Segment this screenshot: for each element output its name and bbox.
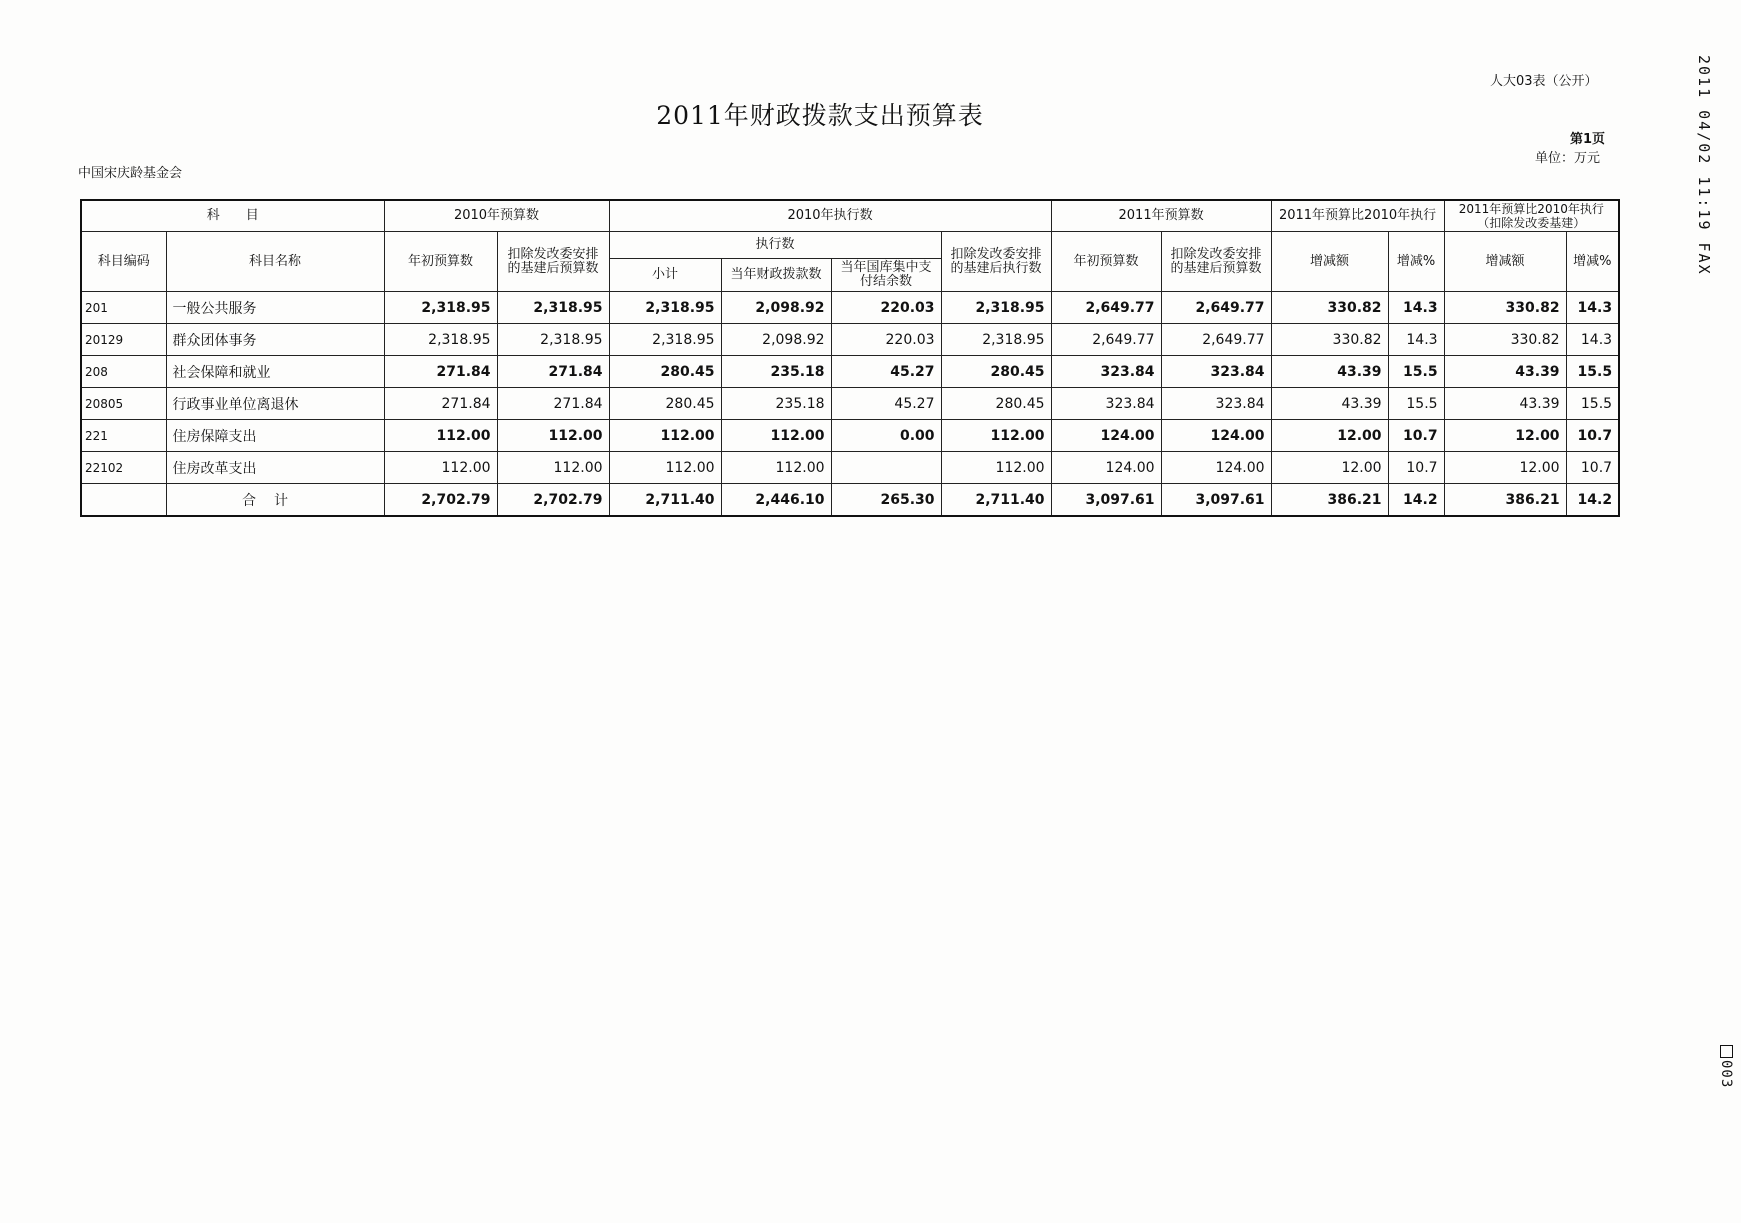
total-value: 2,711.40 bbox=[609, 484, 721, 517]
row-value: 2,649.77 bbox=[1051, 324, 1161, 356]
row-value: 280.45 bbox=[609, 388, 721, 420]
header-fiscal: 当年财政拨款数 bbox=[721, 259, 831, 292]
row-value: 15.5 bbox=[1388, 388, 1444, 420]
total-value: 2,446.10 bbox=[721, 484, 831, 517]
header-change: 增减额 bbox=[1271, 232, 1388, 292]
row-value: 2,649.77 bbox=[1161, 324, 1271, 356]
row-value: 43.39 bbox=[1271, 388, 1388, 420]
row-value: 2,649.77 bbox=[1051, 292, 1161, 324]
total-code bbox=[81, 484, 166, 517]
header-initial-budget-2011: 年初预算数 bbox=[1051, 232, 1161, 292]
row-value: 280.45 bbox=[941, 356, 1051, 388]
header-excl-budget: 扣除发改委安排的基建后预算数 bbox=[497, 232, 609, 292]
table-row bbox=[81, 452, 1619, 484]
row-value: 112.00 bbox=[609, 452, 721, 484]
row-value: 330.82 bbox=[1271, 292, 1388, 324]
row-value: 2,098.92 bbox=[721, 292, 831, 324]
form-code: 人大03表（公开） bbox=[1490, 74, 1598, 89]
header-change-pct: 增减% bbox=[1388, 232, 1444, 292]
row-value: 10.7 bbox=[1566, 452, 1619, 484]
row-name: 一般公共服务 bbox=[166, 292, 384, 324]
row-value: 330.82 bbox=[1444, 292, 1566, 324]
row-value: 112.00 bbox=[721, 420, 831, 452]
row-value: 45.27 bbox=[831, 356, 941, 388]
header-excl-budget-2011: 扣除发改委安排的基建后预算数 bbox=[1161, 232, 1271, 292]
row-value: 112.00 bbox=[497, 420, 609, 452]
table-row bbox=[81, 420, 1619, 452]
total-value: 386.21 bbox=[1271, 484, 1388, 517]
header-code: 科目编码 bbox=[81, 232, 166, 292]
row-name: 社会保障和就业 bbox=[166, 356, 384, 388]
total-value: 386.21 bbox=[1444, 484, 1566, 517]
total-value: 265.30 bbox=[831, 484, 941, 517]
row-value: 15.5 bbox=[1566, 388, 1619, 420]
total-value: 2,702.79 bbox=[384, 484, 497, 517]
row-value: 124.00 bbox=[1161, 452, 1271, 484]
row-value: 2,649.77 bbox=[1161, 292, 1271, 324]
row-value: 271.84 bbox=[497, 388, 609, 420]
header-budget-2011: 2011年预算数 bbox=[1051, 200, 1271, 232]
total-label: 合计 bbox=[166, 484, 384, 517]
header-change-pct-excl: 增减% bbox=[1566, 232, 1619, 292]
row-value: 280.45 bbox=[941, 388, 1051, 420]
header-comparison: 2011年预算比2010年执行 bbox=[1271, 200, 1444, 232]
row-name: 住房保障支出 bbox=[166, 420, 384, 452]
header-subject: 科 目 bbox=[81, 200, 384, 232]
row-value: 2,318.95 bbox=[497, 324, 609, 356]
row-value: 2,318.95 bbox=[384, 292, 497, 324]
row-value: 2,318.95 bbox=[941, 292, 1051, 324]
row-code: 208 bbox=[81, 356, 166, 388]
total-value: 14.2 bbox=[1566, 484, 1619, 517]
row-value: 124.00 bbox=[1051, 420, 1161, 452]
table-body bbox=[81, 292, 1619, 517]
row-value: 323.84 bbox=[1161, 388, 1271, 420]
row-value: 124.00 bbox=[1161, 420, 1271, 452]
table-row bbox=[81, 356, 1619, 388]
row-value: 112.00 bbox=[609, 420, 721, 452]
row-value: 280.45 bbox=[609, 356, 721, 388]
row-value: 43.39 bbox=[1444, 388, 1566, 420]
header-excl-exec: 扣除发改委安排的基建后执行数 bbox=[941, 232, 1051, 292]
header-initial-budget: 年初预算数 bbox=[384, 232, 497, 292]
row-value: 220.03 bbox=[831, 292, 941, 324]
fax-header: 2011 04/02 11:19 FAX bbox=[1695, 55, 1713, 276]
row-value: 43.39 bbox=[1271, 356, 1388, 388]
total-value: 14.2 bbox=[1388, 484, 1444, 517]
row-value: 2,318.95 bbox=[609, 292, 721, 324]
row-value: 14.3 bbox=[1566, 324, 1619, 356]
row-value: 112.00 bbox=[941, 452, 1051, 484]
fax-page-number bbox=[1718, 1045, 1734, 1088]
row-name: 行政事业单位离退休 bbox=[166, 388, 384, 420]
table-row bbox=[81, 292, 1619, 324]
row-value: 10.7 bbox=[1388, 452, 1444, 484]
row-value: 112.00 bbox=[721, 452, 831, 484]
total-value: 3,097.61 bbox=[1161, 484, 1271, 517]
total-value: 2,702.79 bbox=[497, 484, 609, 517]
row-value: 112.00 bbox=[941, 420, 1051, 452]
row-value: 2,318.95 bbox=[497, 292, 609, 324]
row-value: 2,318.95 bbox=[384, 324, 497, 356]
row-value: 15.5 bbox=[1388, 356, 1444, 388]
table-row bbox=[81, 388, 1619, 420]
row-value: 323.84 bbox=[1161, 356, 1271, 388]
row-code: 22102 bbox=[81, 452, 166, 484]
page-title: 2011年财政拨款支出预算表 bbox=[656, 101, 984, 130]
budget-table bbox=[80, 199, 1620, 517]
row-code: 221 bbox=[81, 420, 166, 452]
row-value: 2,318.95 bbox=[941, 324, 1051, 356]
row-name: 住房改革支出 bbox=[166, 452, 384, 484]
row-value: 15.5 bbox=[1566, 356, 1619, 388]
organization-name: 中国宋庆龄基金会 bbox=[78, 166, 183, 181]
row-value: 271.84 bbox=[497, 356, 609, 388]
row-value: 10.7 bbox=[1566, 420, 1619, 452]
row-value bbox=[831, 452, 941, 484]
row-value: 271.84 bbox=[384, 388, 497, 420]
row-value: 330.82 bbox=[1444, 324, 1566, 356]
row-value: 2,318.95 bbox=[609, 324, 721, 356]
page-number: 第1页 bbox=[1570, 132, 1606, 147]
row-value: 220.03 bbox=[831, 324, 941, 356]
row-value: 271.84 bbox=[384, 356, 497, 388]
fax-box-icon bbox=[1720, 1045, 1733, 1058]
row-code: 20129 bbox=[81, 324, 166, 356]
header-subtotal: 小计 bbox=[609, 259, 721, 292]
row-value: 14.3 bbox=[1388, 324, 1444, 356]
fax-page-label: 003 bbox=[1718, 1060, 1734, 1089]
row-value: 235.18 bbox=[721, 388, 831, 420]
table-row bbox=[81, 324, 1619, 356]
row-value: 112.00 bbox=[384, 420, 497, 452]
header-comparison-excl: 2011年预算比2010年执行（扣除发改委基建） bbox=[1444, 200, 1619, 232]
row-value: 112.00 bbox=[497, 452, 609, 484]
row-value: 14.3 bbox=[1566, 292, 1619, 324]
table-total-row bbox=[81, 484, 1619, 517]
total-value: 3,097.61 bbox=[1051, 484, 1161, 517]
row-value: 124.00 bbox=[1051, 452, 1161, 484]
row-value: 2,098.92 bbox=[721, 324, 831, 356]
header-change-excl: 增减额 bbox=[1444, 232, 1566, 292]
row-value: 12.00 bbox=[1271, 452, 1388, 484]
header-exec-2010: 2010年执行数 bbox=[609, 200, 1051, 232]
unit-label: 单位：万元 bbox=[1535, 151, 1601, 166]
row-value: 323.84 bbox=[1051, 388, 1161, 420]
header-exec: 执行数 bbox=[609, 232, 941, 259]
row-value: 12.00 bbox=[1444, 420, 1566, 452]
row-value: 323.84 bbox=[1051, 356, 1161, 388]
row-value: 112.00 bbox=[384, 452, 497, 484]
row-code: 20805 bbox=[81, 388, 166, 420]
header-name: 科目名称 bbox=[166, 232, 384, 292]
row-value: 12.00 bbox=[1444, 452, 1566, 484]
row-code: 201 bbox=[81, 292, 166, 324]
row-value: 0.00 bbox=[831, 420, 941, 452]
row-value: 235.18 bbox=[721, 356, 831, 388]
row-value: 14.3 bbox=[1388, 292, 1444, 324]
row-value: 10.7 bbox=[1388, 420, 1444, 452]
row-value: 12.00 bbox=[1271, 420, 1388, 452]
header-treasury: 当年国库集中支付结余数 bbox=[831, 259, 941, 292]
row-value: 330.82 bbox=[1271, 324, 1388, 356]
total-value: 2,711.40 bbox=[941, 484, 1051, 517]
header-budget-2010: 2010年预算数 bbox=[384, 200, 609, 232]
row-value: 45.27 bbox=[831, 388, 941, 420]
row-value: 43.39 bbox=[1444, 356, 1566, 388]
row-name: 群众团体事务 bbox=[166, 324, 384, 356]
